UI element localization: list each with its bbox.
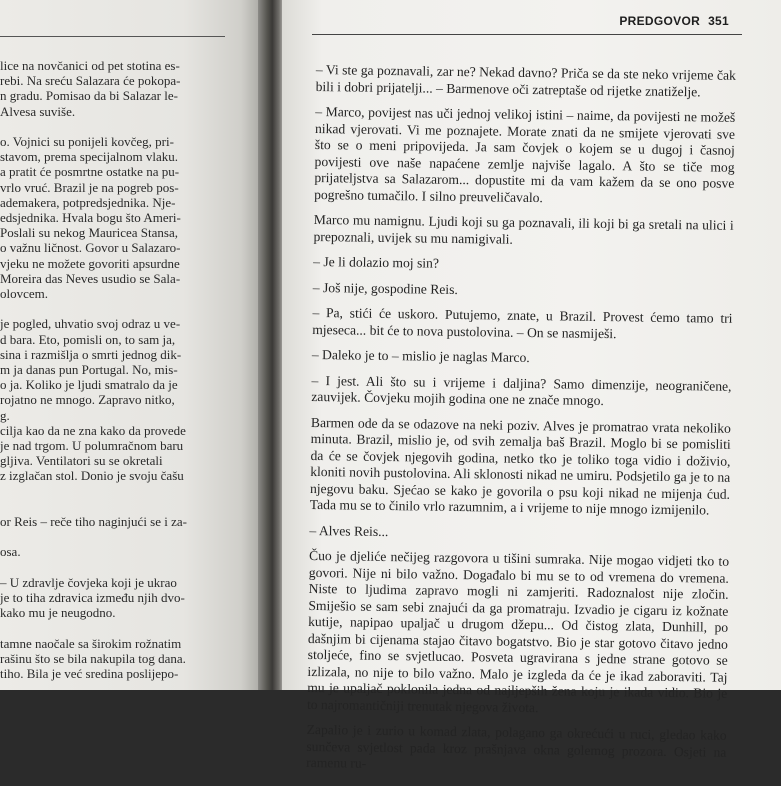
- left-page-line: ademakera, potpredsjednika. Nje-: [0, 194, 176, 210]
- left-page-line: osa.: [0, 544, 21, 560]
- left-page-rule: [0, 36, 225, 37]
- left-page-line: a pratit će posmrtne ostatke na pu-: [0, 164, 180, 180]
- paragraph: Zapalio je i zurio u komad zlata, polagano ga okrećući u ruci, gledao kako sunčeva svjetlost pada kroz prašnjava okna golemog prozora. Osjeti na ramenu ru-: [306, 721, 727, 771]
- paragraph: – Marco, povijest nas uči jednoj velikoj istini – naime, da povijesti ne možeš nikad vjerovati. Vi me poznajete. Morate znati da ne smijete vjerovati sve što se o meni pripovijeda. Ja sam čovjek o kojem se u dugoj i časnoj povijesti ove naše napaćene zemlje najviše lagalo. A što se tiče mog prijateljstva sa Salazarom... dopustite mi da vam kažem da se ono posve pogrešno tumačilo. I silno preuveličavalo.: [314, 103, 736, 205]
- left-page-line: rojatno ne mnogo. Zapravo nitko,: [0, 392, 175, 408]
- dialogue-line: – Alves Reis...: [309, 522, 389, 539]
- left-page-line: edsjednika. Hvala bogu što Ameri-: [0, 210, 181, 225]
- paragraph: Barmen ode da se odazove na neki poziv. Alves je promatrao vrata nekoliko minuta. Brazil, mislio je, od svih zemalja baš Brazil. Moglo bi se pomisliti da će se čovjek njegovih godina, netko tko je toliko toga vidio i doživio, kloniti novih pustolovina. Ali sklonosti nikad ne umiru. Podsjetilo ga je to na njegovu baku. Sjećao se kako je govorila o psu koji nikad ne mijenja ćud. Tada mu se to činilo vrlo razumnim, a i vrijeme to nije mnogo izmijenilo.: [309, 414, 732, 518]
- left-page-line: – U zdravlje čovjeka koji je ukrao: [0, 574, 177, 590]
- paragraph: Čuo je djeliće nečijeg razgovora u tišini sumraka. Nije mogao vidjeti tko to govori. Nije ni bilo važno. Događalo bi mu se to od vremena do vremena. Niste to ljudima zapravo mogli ni zamjeriti. Radoznalost nije zločin. Smiješio se sam sebi znajući da ga promatraju. Izvadio je cigaru iz kožnate kutije, napipao upaljač u drugom džepu... Od čistog zlata, Dunhill, po dašnjim bi cijenama stajao čitavo bogatstvo. Bio je star gotovo čitavo jedno stoljeće, fino se svjetlucao. Posveta ugravirana s jedne strane gotovo se izlizala, no nije to bilo važno. Malo je izgleda da će je ikad zaboraviti. Taj mu je upaljač poklonila jedna od najljepših žena koju je ikada vidio. Bio je to najromantičniji trenutak njegova života.: [306, 547, 730, 715]
- left-page-line: Alvesa suviše.: [0, 103, 76, 119]
- left-page-line: d bara. Eto, pomisli on, to sam ja,: [0, 331, 176, 347]
- left-page-line: or Reis – reče tiho naginjući se i za-: [0, 514, 187, 529]
- left-page: [0, 0, 262, 690]
- left-page-line: n gradu. Pomisao da bi Salazar le-: [0, 88, 178, 104]
- left-page-line: m ja danas pun Portugal. No, mis-: [0, 362, 178, 377]
- left-page-line: z izglačan stol. Donio je svoju čašu: [0, 468, 184, 484]
- left-page-line: kako mu je neugodno.: [0, 605, 116, 621]
- paragraph: – I jest. Ali što su i vrijeme i daljina? Samo dimenzije, neograničene, zauvijek. Čovjeku mojih godina one ne znače mnogo.: [311, 372, 732, 409]
- left-page-line: Moreira das Neves usudio se Sala-: [0, 270, 181, 286]
- left-page-line: je to tiha zdravica između njih dvo-: [0, 590, 185, 605]
- left-page-line: lice na novčanici od pet stotina es-: [0, 58, 180, 73]
- left-page-line: tiho. Bila je već sredina poslijepo-: [0, 666, 179, 681]
- dialogue-line: – Daleko je to – mislio je naglas Marco.: [311, 346, 530, 366]
- left-page-line: stavom, prema specijalnom vlaku.: [0, 149, 178, 165]
- running-head: [619, 14, 729, 28]
- left-page-line: rašinu što se bila nakupila tog dana.: [0, 650, 186, 666]
- paragraph: – Pa, stići će uskoro. Putujemo, znate, u Brazil. Provest ćemo tamo tri mjeseca... bit će to nova pustolovina. – On se nasmiješi.: [312, 304, 733, 341]
- dialogue-line: – Je li dolazio moj sin?: [313, 253, 440, 271]
- left-page-line: Poslali su nekog Mauricea Stansa,: [0, 225, 178, 241]
- left-page-line: gljiva. Ventilatori su se okretali: [0, 453, 163, 469]
- paragraph: Marco mu namignu. Ljudi koji su ga poznavali, ili koji bi ga sretali na ulici i prepoznali, uvijek su mu namigivali.: [313, 211, 734, 247]
- dialogue-line: – Još nije, gospodine Reis.: [312, 279, 458, 297]
- page-number: 351: [708, 14, 729, 28]
- body-text: [306, 62, 736, 786]
- book-gutter: [258, 0, 284, 690]
- left-page-line: g.: [0, 407, 10, 423]
- right-page: [282, 0, 781, 771]
- left-page-line: rebi. Na sreću Salazara će pokopa-: [0, 73, 181, 89]
- right-page-rule: [312, 34, 742, 35]
- left-page-line: olovcem.: [0, 286, 49, 301]
- chapter-title: PREDGOVOR: [619, 14, 701, 28]
- left-page-line: sina i razmišlja o smrti jednog dik-: [0, 346, 182, 362]
- left-page-line: vrlo vruć. Brazil je na pogreb pos-: [0, 179, 179, 195]
- paragraph: – Vi ste ga poznavali, zar ne? Nekad davno? Priča se da ste neko vrijeme čak bili i dobri prijatelji... – Barmenove oči zatreptaše od rijetke znatiželje.: [315, 62, 736, 99]
- left-page-line: je pogled, uhvatio svoj odraz u ve-: [0, 316, 181, 332]
- left-page-line: o ja. Koliko je ljudi smatralo da je: [0, 377, 178, 393]
- left-page-line: o važnu ličnost. Govor u Salazaro-: [0, 240, 181, 256]
- left-page-line: vjeku ne možete govoriti apsurdne: [0, 255, 180, 271]
- left-page-line: tamne naočale sa širokim rožnatim: [0, 635, 182, 651]
- left-page-line: cilja kao da ne zna kako da provede: [0, 422, 186, 438]
- left-page-line: o. Vojnici su ponijeli kovčeg, pri-: [0, 134, 174, 149]
- left-page-line: je nad trgom. U polumračnom baru: [0, 438, 184, 453]
